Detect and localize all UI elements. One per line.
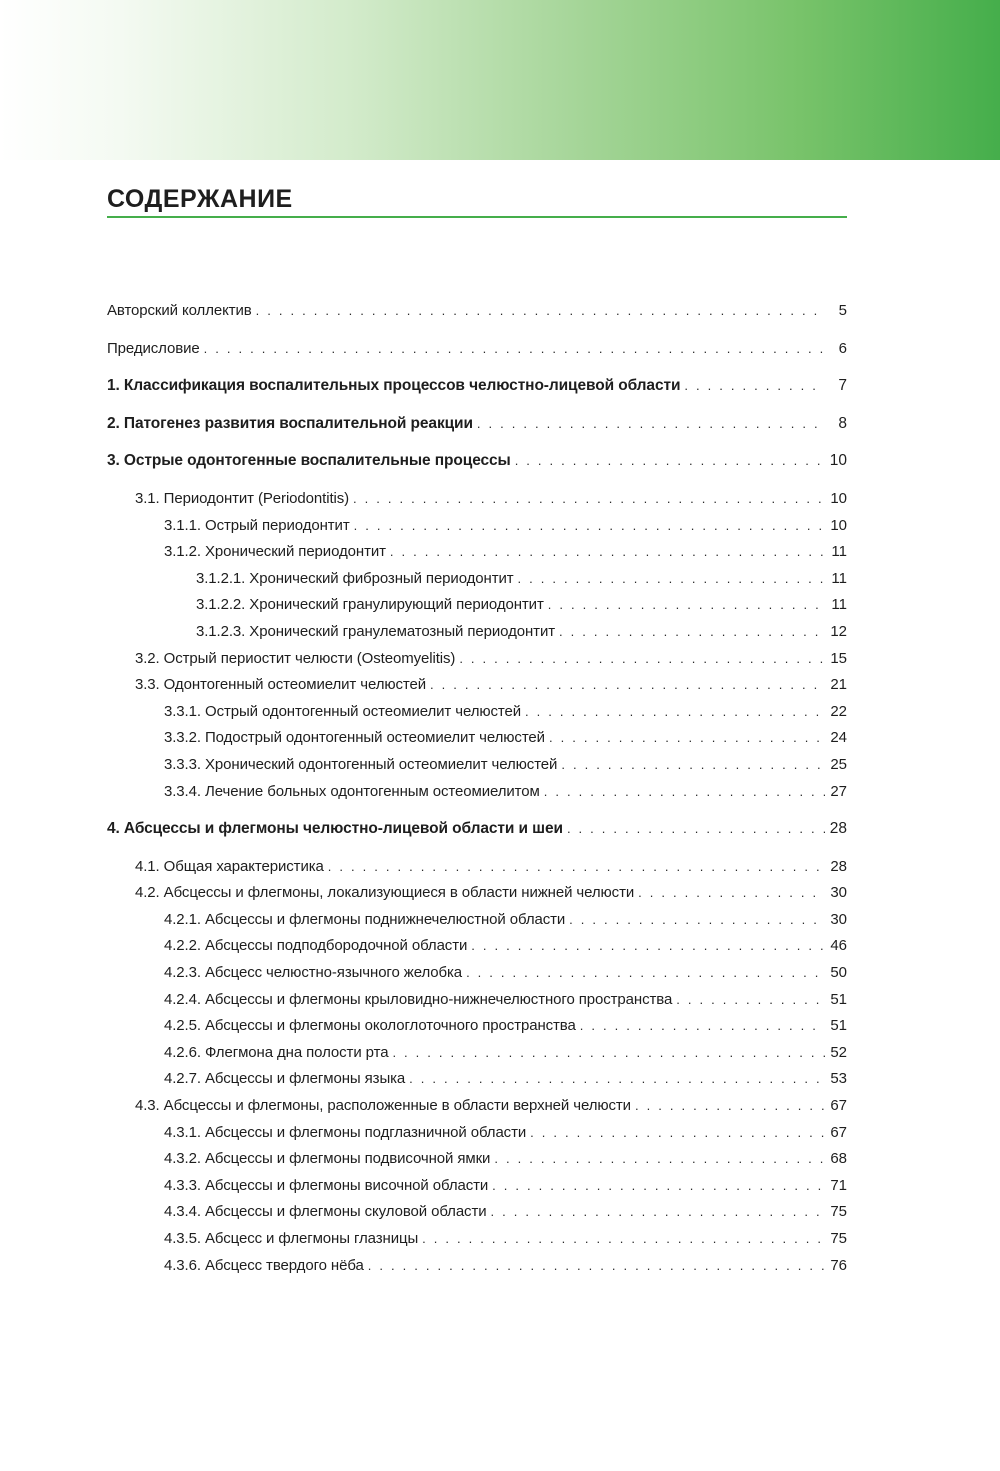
toc-entry[interactable] xyxy=(107,880,847,907)
dot-leader xyxy=(676,987,825,1014)
toc-entry[interactable] xyxy=(107,933,847,960)
toc-entry-page: 12 xyxy=(830,622,847,640)
toc-entry[interactable] xyxy=(107,752,847,779)
toc-entry-label: 4.2. Абсцессы и флегмоны, локализующиеся в области нижней челюсти xyxy=(135,884,635,902)
toc-entry[interactable] xyxy=(107,1013,847,1040)
toc-entry-label: 4.3.2. Абсцессы и флегмоны подвисочной ямки xyxy=(164,1150,491,1168)
toc-entry-page: 71 xyxy=(830,1176,847,1194)
toc-entry[interactable] xyxy=(107,672,847,699)
toc-entry[interactable] xyxy=(107,725,847,752)
title-underline xyxy=(107,216,847,218)
toc-entry[interactable] xyxy=(107,1173,847,1200)
toc-entry-label: 4.3. Абсцессы и флегмоны, расположенные в области верхней челюсти xyxy=(135,1097,631,1115)
dot-leader xyxy=(466,960,825,987)
dot-leader xyxy=(256,298,825,325)
toc-entry[interactable] xyxy=(107,298,847,325)
dot-leader xyxy=(525,699,825,726)
toc-entry-page: 53 xyxy=(830,1070,847,1088)
toc-entry-page: 10 xyxy=(829,452,847,470)
toc-entry-page: 50 xyxy=(830,964,847,982)
dot-leader xyxy=(567,816,825,843)
toc-entry-label: 4.2.1. Абсцессы и флегмоны поднижнечелюстной области xyxy=(164,910,566,928)
toc-chapter-entry[interactable] xyxy=(107,816,847,843)
toc-entry[interactable] xyxy=(107,960,847,987)
toc-entry-page: 51 xyxy=(830,1017,847,1035)
toc-entry-page: 7 xyxy=(838,377,847,395)
toc-entry-page: 52 xyxy=(830,1043,847,1061)
dot-leader xyxy=(559,619,825,646)
toc-chapter-entry[interactable] xyxy=(107,411,847,438)
toc-entry-page: 11 xyxy=(831,543,847,561)
dot-leader xyxy=(409,1066,825,1093)
dot-leader xyxy=(684,373,825,400)
toc-entry[interactable] xyxy=(107,336,847,363)
toc-entry-page: 21 xyxy=(830,676,847,694)
toc-entry[interactable] xyxy=(107,539,847,566)
toc-entry-page: 30 xyxy=(830,910,847,928)
toc-entry-page: 75 xyxy=(830,1203,847,1221)
dot-leader xyxy=(353,486,825,513)
toc-entry-label: 3.3.2. Подострый одонтогенный остеомиелит челюстей xyxy=(164,729,545,747)
toc-entry-label: 4.3.3. Абсцессы и флегмоны височной области xyxy=(164,1176,489,1194)
toc-entry[interactable] xyxy=(107,699,847,726)
dot-leader xyxy=(561,752,825,779)
dot-leader xyxy=(390,539,825,566)
dot-leader xyxy=(430,672,825,699)
dot-leader xyxy=(392,1040,825,1067)
dot-leader xyxy=(548,592,825,619)
toc-entry-page: 67 xyxy=(830,1123,847,1141)
dot-leader xyxy=(354,513,825,540)
toc-entry-page: 10 xyxy=(830,516,847,534)
dot-leader xyxy=(471,933,825,960)
toc-entry-label: 4.3.6. Абсцесс твердого нёба xyxy=(164,1256,364,1274)
toc-entry[interactable] xyxy=(107,1066,847,1093)
toc-entry[interactable] xyxy=(107,592,847,619)
toc-entry[interactable] xyxy=(107,1226,847,1253)
toc-entry-page: 24 xyxy=(830,729,847,747)
toc-entry-label: 4.3.4. Абсцессы и флегмоны скуловой области xyxy=(164,1203,487,1221)
dot-leader xyxy=(638,880,825,907)
dot-leader xyxy=(477,411,825,438)
toc-entry-label: 3.2. Острый периостит челюсти (Osteomyelitis) xyxy=(135,649,456,667)
toc-entry-page: 5 xyxy=(838,302,847,319)
toc-entry-page: 11 xyxy=(831,569,847,587)
toc-entry-label: 4.3.5. Абсцесс и флегмоны глазницы xyxy=(164,1230,419,1247)
toc-entry-page: 6 xyxy=(838,339,847,357)
toc-entry-page: 10 xyxy=(830,489,847,507)
toc-chapter-entry[interactable] xyxy=(107,448,847,475)
toc-entry-label: Предисловие xyxy=(107,339,200,357)
toc-entry-label: 3.1.1. Острый периодонтит xyxy=(164,516,350,534)
header-gradient-band xyxy=(0,0,1000,160)
toc-entry-page: 28 xyxy=(829,820,847,838)
toc-entry[interactable] xyxy=(107,1253,847,1280)
toc-entry-label: 3.1. Периодонтит (Periodontitis) xyxy=(135,489,350,507)
dot-leader xyxy=(569,907,825,934)
toc-entry-page: 68 xyxy=(830,1150,847,1168)
toc-entry[interactable] xyxy=(107,854,847,881)
toc-entry-label: 4.1. Общая характеристика xyxy=(135,857,324,875)
toc-entry-label: 2. Патогенез развития воспалительной реакции xyxy=(107,414,473,432)
dot-leader xyxy=(422,1226,825,1253)
page-title: СОДЕРЖАНИЕ xyxy=(107,185,293,213)
toc-entry-label: 3.1.2.3. Хронический гранулематозный периодонтит xyxy=(196,622,555,640)
toc-entry-label: 3.1.2. Хронический периодонтит xyxy=(164,543,386,561)
toc-entry-label: 4.2.6. Флегмона дна полости рта xyxy=(164,1043,389,1061)
toc-entry[interactable] xyxy=(107,646,847,673)
toc-entry-label: 3.3. Одонтогенный остеомиелит челюстей xyxy=(135,676,427,694)
toc-entry-page: 11 xyxy=(831,596,847,614)
dot-leader xyxy=(491,1199,825,1226)
dot-leader xyxy=(459,646,825,673)
dot-leader xyxy=(204,336,825,363)
dot-leader xyxy=(549,725,825,752)
toc-entry[interactable] xyxy=(107,566,847,593)
dot-leader xyxy=(580,1013,825,1040)
dot-leader xyxy=(635,1093,825,1120)
toc-entry-page: 27 xyxy=(830,782,847,800)
toc-entry[interactable] xyxy=(107,1199,847,1226)
toc-entry-label: 3.3.1. Острый одонтогенный остеомиелит челюстей xyxy=(164,702,522,720)
toc-entry-label: 4.2.3. Абсцесс челюстно-язычного желобка xyxy=(164,964,463,982)
toc-entry[interactable] xyxy=(107,779,847,806)
toc-entry-page: 75 xyxy=(830,1230,847,1247)
dot-leader xyxy=(544,779,825,806)
toc-entry-label: 4.2.4. Абсцессы и флегмоны крыловидно-нижнечелюстного пространства xyxy=(164,990,673,1008)
toc-entry[interactable] xyxy=(107,486,847,513)
dot-leader xyxy=(492,1173,825,1200)
dot-leader xyxy=(328,854,825,881)
toc-entry-label: 4.2.5. Абсцессы и флегмоны окологлоточного пространства xyxy=(164,1017,576,1035)
toc-entry[interactable] xyxy=(107,619,847,646)
toc-entry-page: 46 xyxy=(830,937,847,955)
toc-entry[interactable] xyxy=(107,1120,847,1147)
toc-entry-label: 4. Абсцессы и флегмоны челюстно-лицевой области и шеи xyxy=(107,820,563,838)
toc-entry-page: 67 xyxy=(830,1097,847,1115)
toc-entry-label: 3.3.4. Лечение больных одонтогенным остеомиелитом xyxy=(164,782,540,800)
toc-entry[interactable] xyxy=(107,1146,847,1173)
toc-entry-page: 51 xyxy=(830,990,847,1008)
toc-entry-label: Авторский коллектив xyxy=(107,302,252,319)
toc-entry-page: 76 xyxy=(830,1256,847,1274)
toc-entry[interactable] xyxy=(107,513,847,540)
toc-entry-page: 8 xyxy=(838,414,847,432)
toc-entry-label: 3.1.2.1. Хронический фиброзный периодонтит xyxy=(196,569,514,587)
toc-entry[interactable] xyxy=(107,1040,847,1067)
toc-entry-page: 15 xyxy=(830,649,847,667)
dot-leader xyxy=(368,1253,825,1280)
toc-entry-page: 28 xyxy=(830,857,847,875)
toc-entry-label: 4.2.2. Абсцессы подподбородочной области xyxy=(164,937,468,955)
toc-entry-label: 4.3.1. Абсцессы и флегмоны подглазничной области xyxy=(164,1123,527,1141)
table-of-contents xyxy=(107,298,847,1279)
dot-leader xyxy=(518,566,825,593)
dot-leader xyxy=(530,1120,825,1147)
toc-entry-label: 4.2.7. Абсцессы и флегмоны языка xyxy=(164,1070,406,1088)
dot-leader xyxy=(515,448,825,475)
toc-entry[interactable] xyxy=(107,1093,847,1120)
toc-entry-page: 25 xyxy=(830,755,847,773)
dot-leader xyxy=(494,1146,825,1173)
toc-entry[interactable] xyxy=(107,907,847,934)
toc-entry-page: 30 xyxy=(830,884,847,902)
toc-chapter-entry[interactable] xyxy=(107,373,847,400)
toc-entry-label: 1. Классификация воспалительных процессов челюстно-лицевой области xyxy=(107,377,681,395)
toc-entry-page: 22 xyxy=(830,702,847,720)
toc-entry-label: 3.1.2.2. Хронический гранулирующий периодонтит xyxy=(196,596,544,614)
toc-entry[interactable] xyxy=(107,987,847,1014)
toc-entry-label: 3. Острые одонтогенные воспалительные процессы xyxy=(107,452,511,470)
toc-entry-label: 3.3.3. Хронический одонтогенный остеомиелит челюстей xyxy=(164,755,558,773)
